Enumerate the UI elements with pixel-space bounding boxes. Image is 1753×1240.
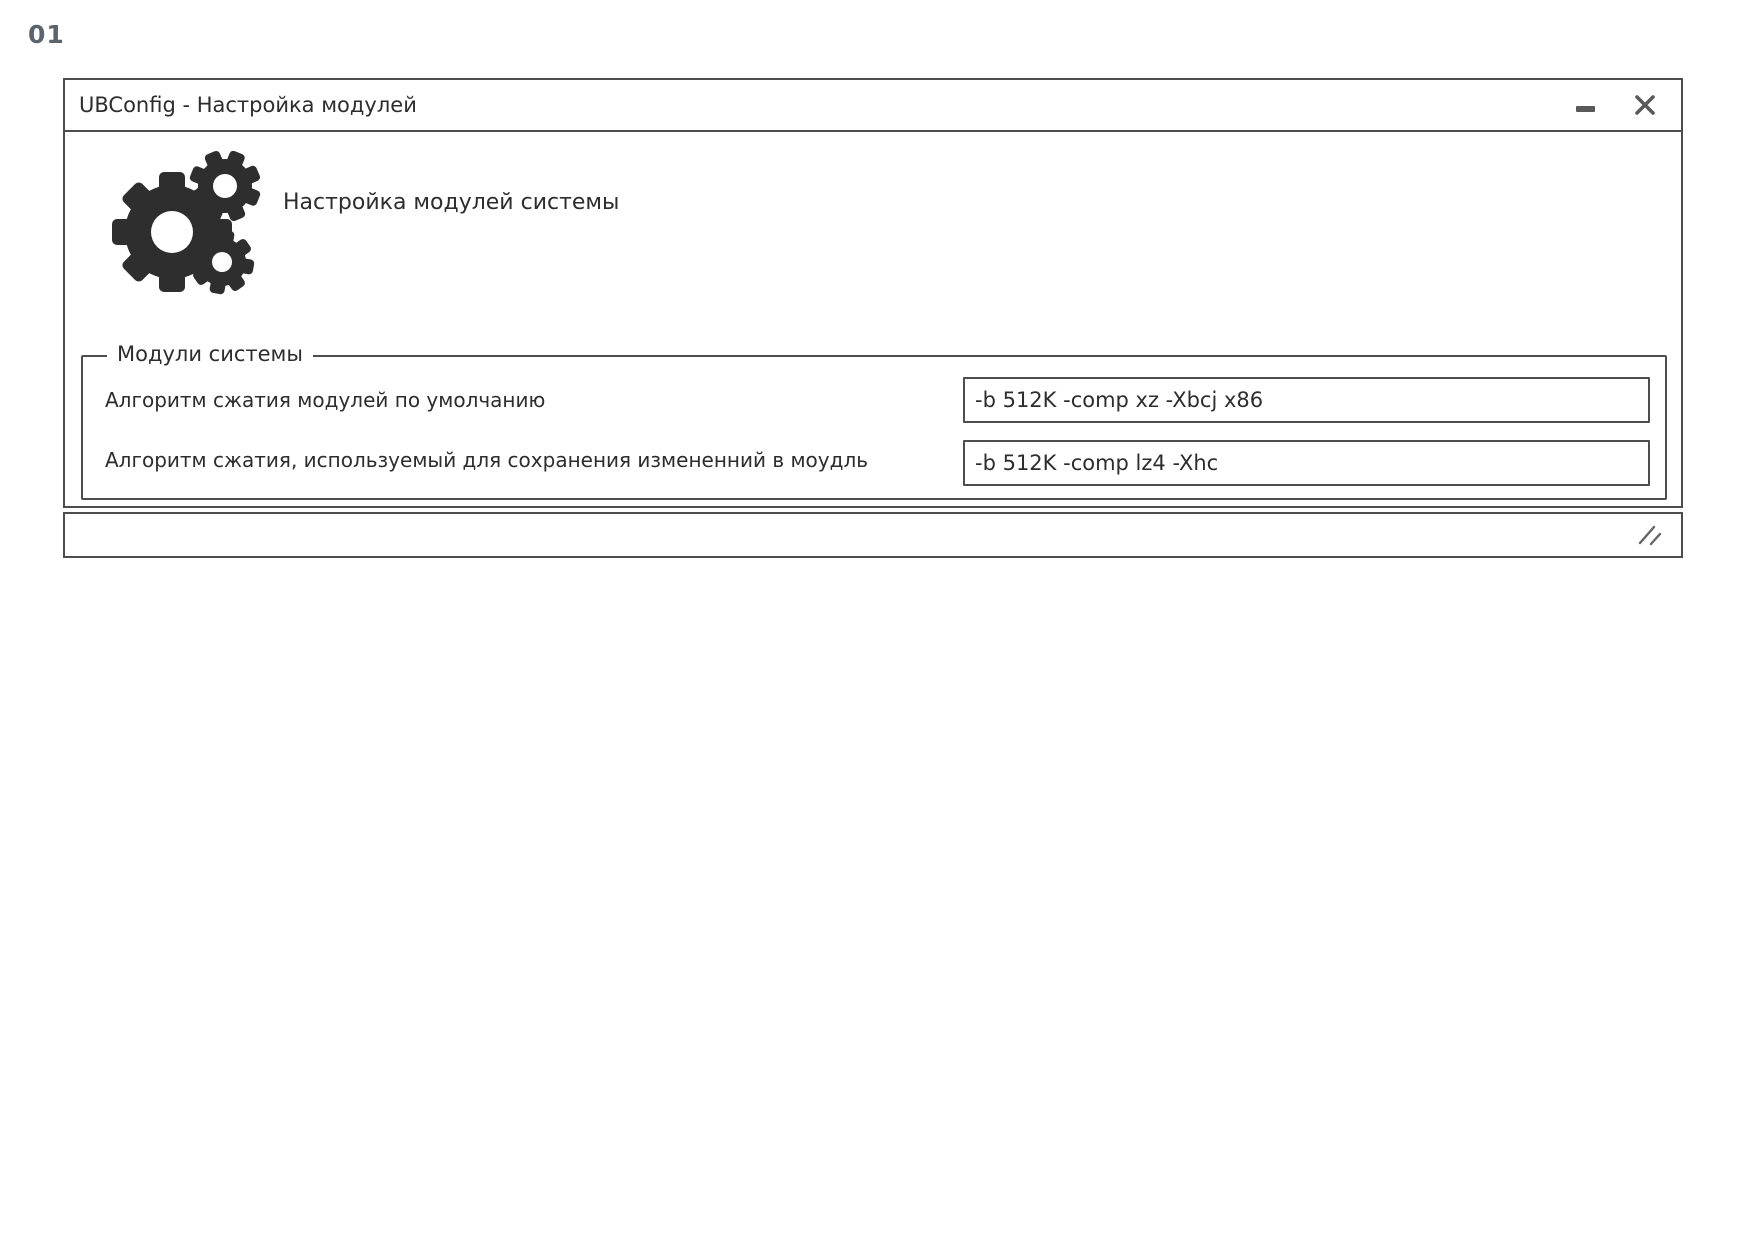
window-title: UBConfig - Настройка модулей (79, 93, 417, 117)
page-index-label: 01 (28, 20, 65, 49)
status-bar (63, 512, 1683, 558)
field-label-default-compression: Алгоритм сжатия модулей по умолчанию (105, 388, 546, 412)
title-bar[interactable] (65, 80, 1681, 132)
minimize-button[interactable] (1571, 91, 1599, 119)
titlebar-controls (1571, 91, 1667, 119)
ubconfig-window (63, 78, 1683, 508)
dialog-heading: Настройка модулей системы (283, 190, 620, 215)
close-icon (1633, 93, 1657, 117)
save-compression-input[interactable] (963, 440, 1650, 486)
close-button[interactable] (1631, 91, 1659, 119)
minimize-icon (1576, 106, 1595, 112)
modules-groupbox (81, 342, 1667, 500)
window-content (65, 132, 1681, 506)
field-label-save-compression: Алгоритм сжатия, используемый для сохранения измененний в моудль (105, 448, 869, 472)
resize-grip-icon[interactable] (1635, 524, 1663, 548)
groupbox-legend: Модули системы (107, 342, 313, 366)
gears-icon (110, 148, 270, 298)
default-compression-input[interactable] (963, 377, 1650, 423)
